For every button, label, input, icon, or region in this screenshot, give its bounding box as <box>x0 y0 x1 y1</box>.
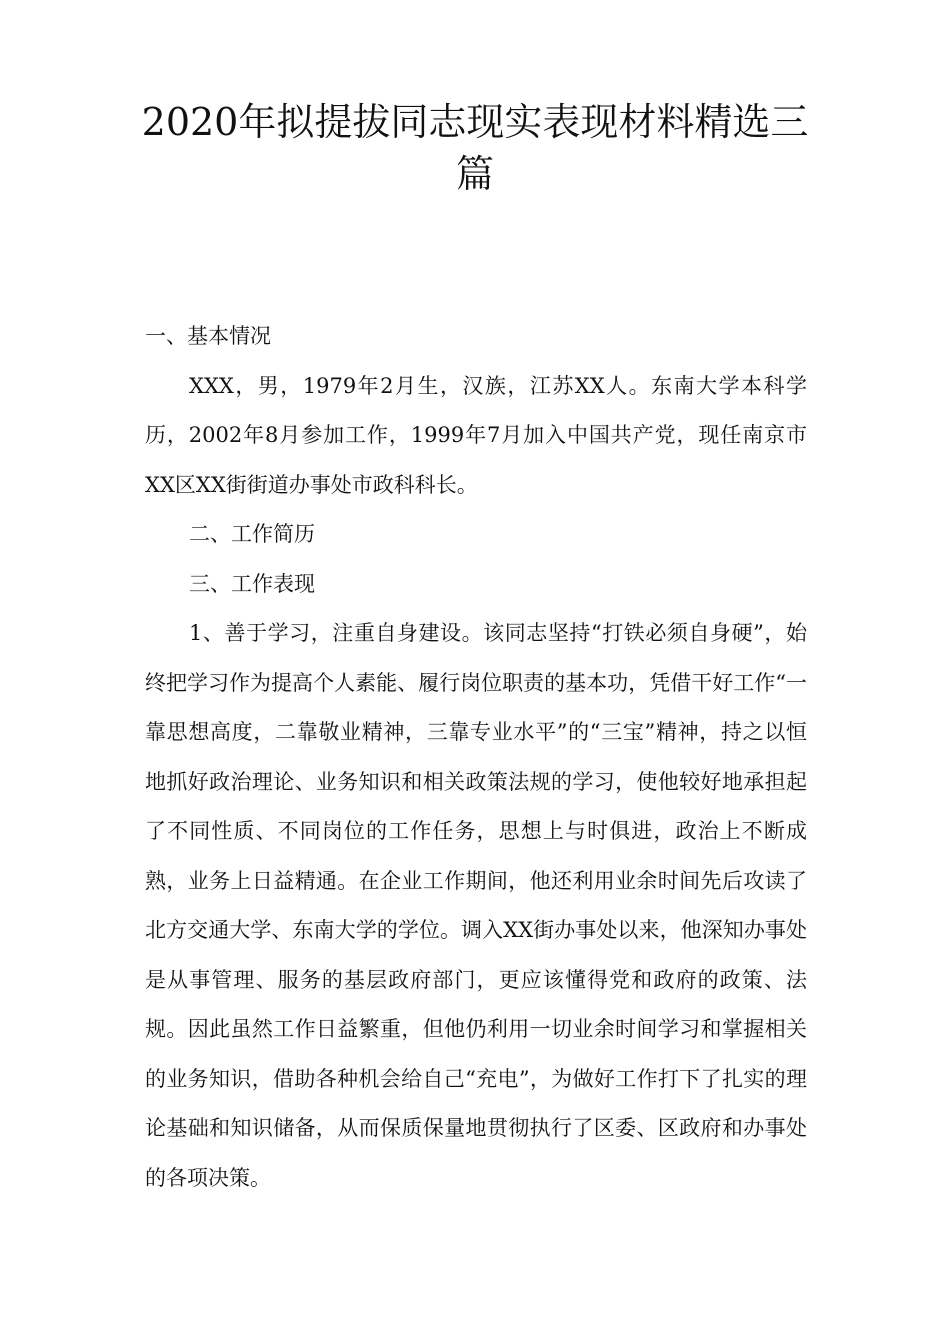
document-title: 2020年拟提拔同志现实表现材料精选三篇 <box>141 100 809 196</box>
section-heading-basic-info: 一、基本情况 <box>145 324 271 348</box>
work-performance-paragraph-1: 1、善于学习，注重自身建设。该同志坚持“打铁必须自身硬”，始终把学习作为提高个人素能、履行岗位职责的基本功，凭借干好工作“一靠思想高度，二靠敬业精神，三靠专业水平”的“三宝”精神，持之以恒地抓好政治理论、业务知识和相关政策法规的学习，使他较好地承担起了不同性质、不同岗位的工作任务，思想上与时俱进，政治上不断成熟，业务上日益精通。在企业工作期间，他还利用业余时间先后攻读了北方交通大学、东南大学的学位。调入XX街办事处以来，他深知办事处是从事管理、服务的基层政府部门，更应该懂得党和政府的政策、法规。因此虽然工作日益繁重，但他仍利用一切业余时间学习和掌握相关的业务知识，借助各种机会给自己“充电”，为做好工作打下了扎实的理论基础和知识储备，从而保质保量地贯彻执行了区委、区政府和办事处的各项决策。 <box>145 621 807 1190</box>
document-body <box>145 312 807 1203</box>
section-heading-work-resume: 二、工作简历 <box>189 522 315 546</box>
section-heading-work-performance: 三、工作表现 <box>189 571 315 596</box>
basic-info-paragraph: XXX，男，1979年2月生，汉族，江苏XX人。东南大学本科学历，2002年8月参加工作，1999年7月加入中国共产党，现任南京市XX区XX街街道办事处市政科科长。 <box>145 373 807 497</box>
